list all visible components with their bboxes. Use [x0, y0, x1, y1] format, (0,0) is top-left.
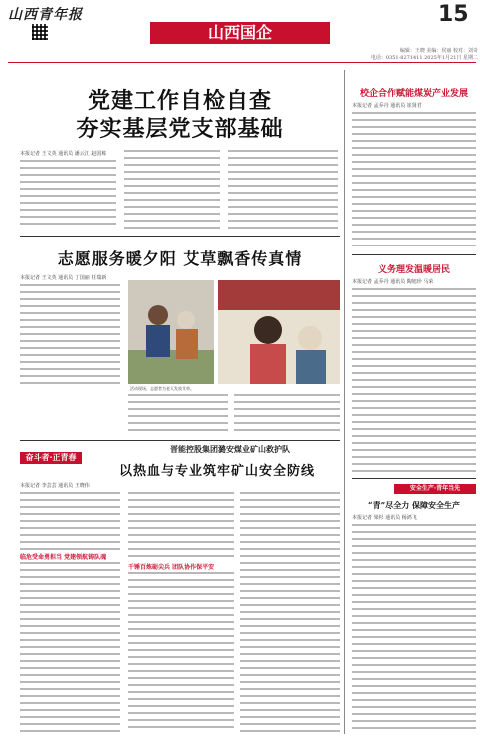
right2-text	[352, 288, 476, 472]
edition-info: 编辑：王晓 美编：侯丽 校对：刘奇 电话：0351-8271411 2025年1月21日 星期二	[370, 48, 478, 61]
article2-text-col3	[234, 394, 340, 434]
right3-byline: 本报记者 梁杉 通讯员 杨鸿飞	[352, 515, 417, 521]
article2-rule	[20, 440, 340, 441]
article2-text	[20, 284, 120, 384]
article3-byline: 本报记者 李芸芸 通讯员 王晓伟	[20, 483, 90, 489]
right1-rule	[352, 254, 476, 255]
article1-text-col3	[228, 150, 338, 230]
section-title: 山西国企	[207, 23, 272, 42]
article2-photo-left	[128, 280, 214, 384]
right2-title: 义务理发温暖居民	[377, 265, 450, 275]
article3-kicker: 晋能控股集团潞安煤业矿山救护队	[170, 444, 290, 454]
article2-photo-right	[218, 280, 340, 384]
right2-byline: 本报记者 孟乔丹 通讯员 陶旭珍 马荣	[352, 279, 434, 285]
right1-title: 校企合作赋能煤炭产业发展	[359, 89, 468, 99]
right3-tag: 安全生产·青年当先	[394, 484, 476, 494]
article3-text-col2b	[128, 572, 234, 732]
article3-title: 以热血与专业筑牢矿山安全防线	[118, 464, 315, 479]
article3-text-col2a	[128, 492, 234, 558]
article3-text-col1a	[20, 492, 120, 550]
article2-photo-caption: 活动现场，志愿者为老人发放艾草。	[130, 386, 194, 391]
right3-title: “青”尽全力 保障安全生产	[368, 500, 460, 510]
article1-rule	[20, 236, 340, 237]
article3-text-col3	[240, 492, 340, 732]
article2-text-col2	[128, 394, 228, 434]
article2-title: 志愿服务暖夕阳 艾草飘香传真情	[57, 249, 303, 268]
masthead-rule	[8, 62, 476, 63]
article3-subhead1: 临危受命勇担当 党建领航铸队魂	[20, 554, 107, 561]
right2-rule	[352, 478, 476, 479]
article1-title-line2: 夯实基层党支部基础	[76, 116, 284, 142]
article1-text-col1	[20, 160, 116, 230]
column-divider	[344, 70, 345, 734]
article3-text-col1b	[20, 562, 120, 732]
article2-byline: 本报记者 王文英 通讯员 丁国丽 任瑞新	[20, 275, 107, 281]
article1-byline: 本报记者 王文英 通讯员 潘云江 赵国栋	[20, 151, 107, 157]
right1-text	[352, 112, 476, 246]
page-number: 15	[438, 2, 469, 27]
article1-title-line1: 党建工作自检自查	[87, 88, 272, 114]
article1-text-col2	[124, 150, 220, 230]
right3-text	[352, 524, 476, 732]
article3-subhead2: 千锤百炼砺尖兵 团队协作保平安	[128, 564, 215, 571]
paper-logo: 山西青年报	[8, 7, 83, 23]
right1-byline: 本报记者 孟乔丹 通讯员 崔贤君	[352, 103, 422, 109]
article3-tag: 奋斗者·正青春	[20, 452, 82, 464]
qr-code-icon	[32, 24, 48, 40]
